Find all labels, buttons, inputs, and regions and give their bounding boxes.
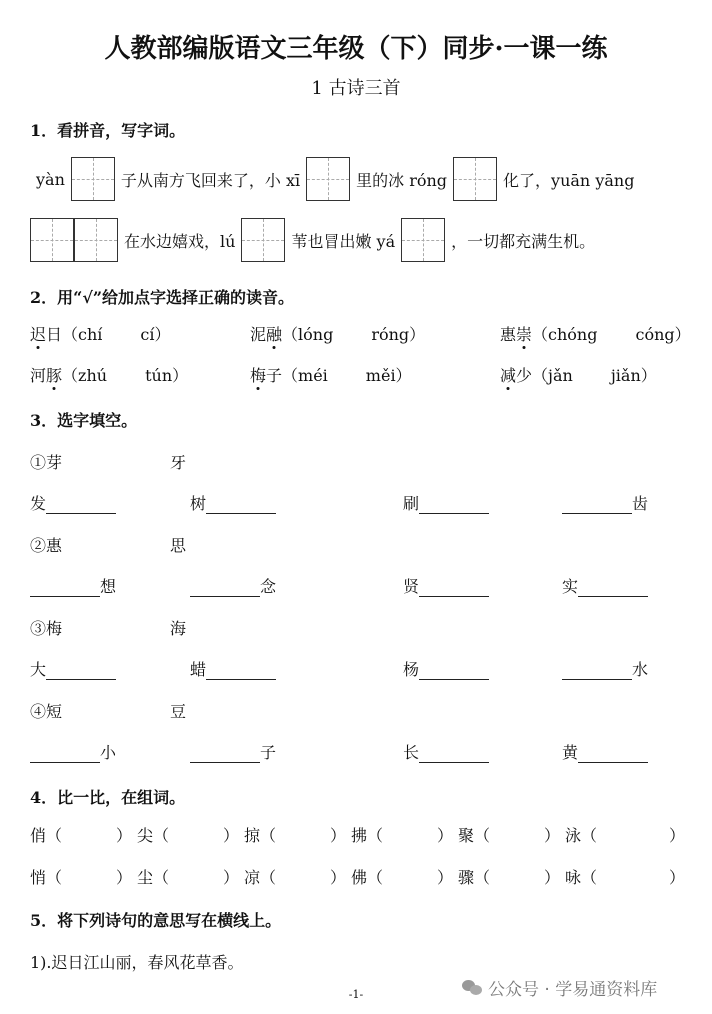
pronunciation-item [30,322,171,345]
answer-blank[interactable] [190,746,260,763]
paren-close: ） [669,868,686,887]
wechat-icon [462,980,482,996]
compare-char: 咏 [565,868,582,887]
compare-item [244,865,346,888]
paren-close: ） [669,826,686,845]
compare-item [565,823,685,846]
word-char: 融 [266,325,283,344]
paren-close: ） [437,868,454,887]
fill-char: 刷 [403,494,420,513]
word-char: 迟 [30,325,47,344]
fill-char: 杨 [403,660,420,679]
q1-text: 化了，yuān yāng [503,170,635,190]
answer-paren[interactable]: （ [46,868,63,887]
choice-char: 牙 [170,453,187,472]
fill-char: 念 [260,577,277,596]
answer-blank[interactable] [419,663,489,680]
fill-char: 小 [100,743,117,762]
fill-item [190,491,276,514]
fill-item [562,574,648,597]
choice-char: 海 [170,619,187,638]
paren-close: ） [544,826,561,845]
fill-char: 实 [562,577,579,596]
compare-item [351,865,453,888]
watermark [462,975,657,1000]
writing-box[interactable] [306,157,350,201]
fill-char: 想 [100,577,117,596]
choice-char: ③梅 [30,619,63,638]
compare-item [351,823,453,846]
compare-char: 凉 [244,868,261,887]
compare-char: 聚 [458,826,475,845]
fill-item [30,740,116,763]
answer-blank[interactable] [206,663,276,680]
answer-blank[interactable] [206,497,276,514]
word-char: 梅 [250,366,267,385]
answer-blank[interactable] [46,497,116,514]
compare-item [30,823,132,846]
word-char: 河 [30,366,47,385]
watermark-text: 公众号 · 学易通资料库 [488,980,658,1000]
word-char: 崇 [516,325,533,344]
fill-item [403,657,489,680]
choice-char: ④短 [30,702,63,721]
paren-close: ） [330,826,347,845]
compare-char: 尘 [137,868,154,887]
writing-box[interactable] [241,218,285,262]
writing-box-group[interactable] [241,218,285,262]
writing-box-group[interactable] [401,218,445,262]
writing-box-group[interactable] [306,157,350,201]
word-char: 豚 [46,366,63,385]
answer-blank[interactable] [190,580,260,597]
answer-paren[interactable]: （ [581,826,598,845]
fill-item [562,740,648,763]
option-b[interactable]: měi） [365,366,412,385]
option-b[interactable]: cí） [140,325,171,344]
pronunciation-item [250,363,412,386]
fill-char: 发 [30,494,47,513]
compare-item [137,865,239,888]
paren-close: ） [330,868,347,887]
answer-paren[interactable]: （ [260,868,277,887]
answer-blank[interactable] [30,580,100,597]
compare-item [565,865,685,888]
word-char: 减 [500,366,517,385]
writing-box-group[interactable] [453,157,497,201]
lesson-title: 1 古诗三首 [311,78,401,99]
fill-item [190,740,276,763]
q1-text: ，一切都充满生机。 [451,231,596,251]
answer-paren[interactable]: （ [367,868,384,887]
fill-item [30,657,116,680]
option-b[interactable]: jiǎn） [610,366,657,385]
answer-paren[interactable]: （ [153,826,170,845]
compare-item [137,823,239,846]
answer-paren[interactable]: （ [260,826,277,845]
fill-item [403,574,489,597]
option-a[interactable]: （lóng [282,325,334,344]
answer-blank[interactable] [419,746,489,763]
paren-close: ） [116,826,133,845]
q1-text: 在水边嬉戏，lú [124,231,236,251]
compare-char: 骤 [458,868,475,887]
q1-text: 里的冰 róng [356,170,448,190]
compare-char: 俏 [30,826,47,845]
page-title: 人教部编版语文三年级（下）同步·一课一练 [104,34,608,64]
word-char: 泥 [250,325,267,344]
writing-box-group[interactable] [30,218,118,262]
q1-line-1 [30,157,640,201]
compare-char: 拂 [351,826,368,845]
answer-paren[interactable]: （ [46,826,63,845]
word-char: 日 [46,325,63,344]
q1-text: yàn [36,169,65,189]
option-b[interactable]: róng） [371,325,426,344]
choice-char: 思 [170,536,187,555]
fill-char: 水 [632,660,649,679]
writing-box-group[interactable] [71,157,115,201]
compare-char: 悄 [30,868,47,887]
option-b[interactable]: cóng） [635,325,691,344]
paren-close: ） [116,868,133,887]
q5-heading: 5．将下列诗句的意思写在横线上。 [30,911,282,930]
writing-box[interactable] [401,218,445,262]
answer-blank[interactable] [578,746,648,763]
fill-item [190,574,276,597]
answer-blank[interactable] [562,663,632,680]
writing-box[interactable] [30,218,74,262]
choice-char: ②惠 [30,536,63,555]
answer-blank[interactable] [419,580,489,597]
fill-item [30,574,116,597]
fill-item [403,491,489,514]
answer-blank[interactable] [578,580,648,597]
paren-close: ） [437,826,454,845]
q3-heading: 3．选字填空。 [30,411,138,430]
writing-box[interactable] [71,157,115,201]
compare-char: 佛 [351,868,368,887]
paren-close: ） [544,868,561,887]
answer-blank[interactable] [30,746,100,763]
answer-blank[interactable] [562,497,632,514]
option-a[interactable]: （chí [62,325,103,344]
fill-item [30,491,116,514]
fill-char: 树 [190,494,207,513]
paren-close: ） [223,868,240,887]
page-number: -1- [348,988,364,1001]
fill-item [562,657,648,680]
pronunciation-item [500,322,691,345]
paren-close: ） [223,826,240,845]
q1-text: 子从南方飞回来了，小 xī [120,170,301,190]
word-char: 子 [266,366,283,385]
choice-char: 豆 [170,702,187,721]
compare-char: 掠 [244,826,261,845]
answer-paren[interactable]: （ [581,868,598,887]
option-b[interactable]: tún） [145,366,189,385]
answer-blank[interactable] [419,497,489,514]
writing-box[interactable] [453,157,497,201]
q1-heading: 1．看拼音，写字词。 [30,121,186,140]
compare-char: 泳 [565,826,582,845]
fill-char: 黄 [562,743,579,762]
fill-item [562,491,648,514]
option-a[interactable]: （chóng [532,325,598,344]
writing-box[interactable] [74,218,118,262]
choice-char: ①芽 [30,453,63,472]
fill-char: 蜡 [190,660,207,679]
word-char: 少 [516,366,533,385]
answer-paren[interactable]: （ [474,826,491,845]
fill-item [403,740,489,763]
fill-char: 贤 [403,577,420,596]
answer-paren[interactable]: （ [474,868,491,887]
fill-char: 长 [403,743,420,762]
pronunciation-item [250,322,425,345]
fill-item [190,657,276,680]
q1-line-2 [30,218,601,262]
option-a[interactable]: （méi [282,366,328,385]
answer-blank[interactable] [46,663,116,680]
compare-item [458,865,560,888]
compare-char: 尖 [137,826,154,845]
option-a[interactable]: （zhú [62,366,108,385]
answer-paren[interactable]: （ [367,826,384,845]
q5-poem-line: 1).迟日江山丽，春风花草香。 [30,953,244,972]
q4-heading: 4．比一比，在组词。 [30,788,186,807]
compare-item [458,823,560,846]
compare-item [30,865,132,888]
answer-paren[interactable]: （ [153,868,170,887]
pronunciation-item [30,363,188,386]
q1-text: 苇也冒出嫩 yá [291,231,396,251]
fill-char: 大 [30,660,47,679]
word-char: 惠 [500,325,517,344]
fill-char: 子 [260,743,277,762]
q2-heading: 2．用“√”给加点字选择正确的读音。 [30,288,295,307]
compare-item [244,823,346,846]
pronunciation-item [500,363,657,386]
option-a[interactable]: （jǎn [532,366,573,385]
fill-char: 齿 [632,494,649,513]
